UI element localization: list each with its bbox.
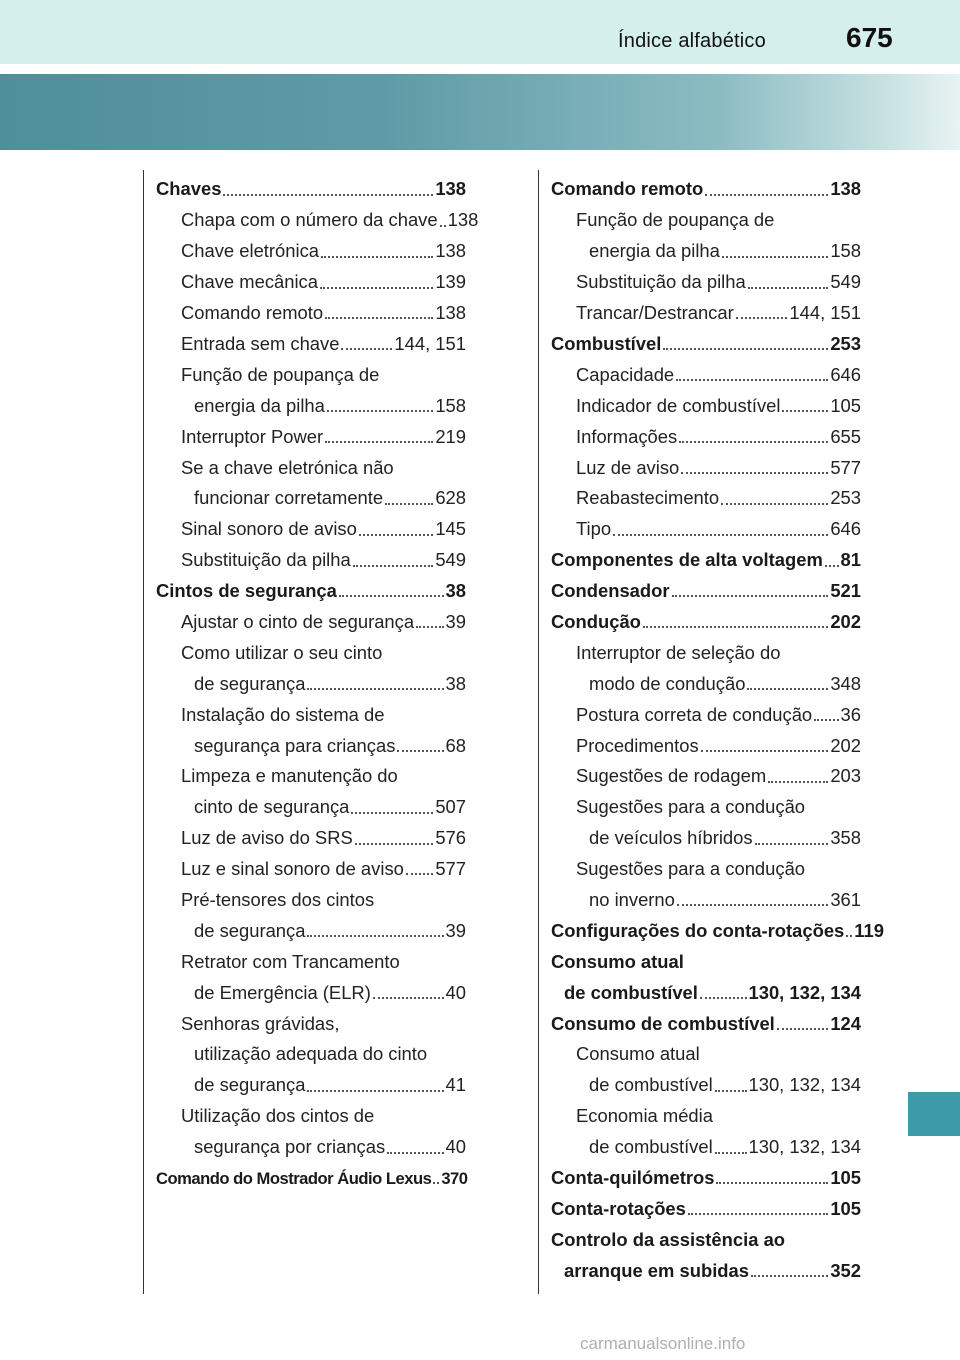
index-entry-page: 158 [435, 394, 466, 416]
index-entry-label: Sugestões para a condução [576, 858, 806, 880]
index-entry[interactable] [551, 1033, 861, 1064]
index-entry-label: Entrada sem chave [181, 332, 340, 354]
leader-dots [736, 317, 788, 319]
index-entry-label: Chave eletrónica [181, 240, 320, 262]
index-entry-page: 130, 132, 134 [748, 1074, 861, 1096]
index-entry-page: 361 [830, 888, 861, 910]
index-entry-page: 507 [435, 796, 466, 818]
index-entry[interactable] [156, 322, 466, 353]
index-entry-page: 138 [447, 209, 479, 231]
section-title: Índice alfabético [618, 30, 766, 52]
index-entry[interactable] [156, 261, 466, 292]
index-entry-label: Informações [576, 425, 678, 447]
index-entry-page: 39 [445, 610, 466, 632]
index-entry[interactable] [156, 1033, 466, 1064]
index-entry-page: 202 [830, 734, 861, 756]
index-entry-label: Comando remoto [551, 178, 704, 200]
index-entry-label: modo de condução [589, 672, 746, 694]
leader-dots [359, 534, 433, 536]
index-entry-label: energia da pilha [589, 240, 720, 262]
index-entry-page: 105 [830, 1166, 861, 1188]
leader-dots [748, 287, 829, 289]
leader-dots [327, 410, 433, 412]
index-entry-page: 40 [445, 981, 466, 1003]
index-entry-label: de combustível [564, 981, 698, 1003]
index-entry[interactable] [156, 508, 466, 539]
leader-dots [825, 565, 839, 567]
index-entry-page: 549 [435, 549, 466, 571]
index-entry-label: Capacidade [576, 363, 675, 385]
header-band [0, 0, 960, 64]
index-entry-page: 124 [830, 1012, 861, 1034]
leader-dots [705, 194, 828, 196]
leader-dots [722, 256, 828, 258]
index-entry-label: de veículos híbridos [589, 827, 753, 849]
index-column-right [551, 168, 884, 1281]
index-entry[interactable] [156, 909, 466, 940]
index-entry[interactable] [156, 940, 466, 971]
index-entry-label: Componentes de alta voltagem [551, 549, 823, 571]
index-entry-page: 130, 132, 134 [748, 1136, 861, 1158]
leader-dots [385, 503, 433, 505]
index-entry-label: Interruptor Power [181, 425, 324, 447]
index-entry[interactable] [156, 693, 466, 724]
index-entry-page: 119 [854, 919, 884, 941]
leader-dots [433, 1182, 439, 1184]
index-entry-page: 40 [445, 1136, 466, 1158]
leader-dots [747, 688, 828, 690]
index-entry-label: Condução [551, 610, 641, 632]
watermark: carmanualsonline.info [580, 1334, 746, 1353]
index-entry-page: 81 [840, 549, 861, 571]
index-entry[interactable] [551, 724, 861, 755]
index-entry-page: 105 [830, 394, 861, 416]
leader-dots [373, 997, 444, 999]
index-entry-label: Conta-rotações [551, 1197, 686, 1219]
leader-dots [755, 843, 829, 845]
leader-dots [223, 194, 433, 196]
index-entry[interactable] [156, 724, 466, 755]
leader-dots [325, 441, 433, 443]
leader-dots [320, 287, 433, 289]
index-entry-label: Função de poupança de [181, 363, 380, 385]
index-entry[interactable] [551, 1187, 861, 1218]
index-entry-page: 577 [830, 456, 861, 478]
index-entry[interactable] [156, 477, 466, 508]
index-entry[interactable] [551, 1002, 861, 1033]
index-entry[interactable] [551, 1218, 861, 1249]
index-entry-label: de combustível [589, 1074, 713, 1096]
index-entry-label: utilização adequada do cinto [194, 1043, 428, 1065]
index-entry-label: Interruptor de seleção do [576, 641, 781, 663]
index-entry-page: 36 [840, 703, 861, 725]
index-entry[interactable] [551, 322, 861, 353]
index-entry-page: 576 [435, 827, 466, 849]
index-entry[interactable] [156, 848, 466, 879]
index-entry[interactable] [156, 539, 466, 570]
index-entry-page: 68 [445, 734, 466, 756]
index-entry-label: Sinal sonoro de aviso [181, 518, 357, 540]
index-entry-page: 158 [830, 240, 861, 262]
index-entry-label: funcionar corretamente [194, 487, 384, 509]
index-entry[interactable] [156, 817, 466, 848]
index-entry-page: 139 [435, 271, 466, 293]
index-entry-label: Conta-quilómetros [551, 1166, 715, 1188]
index-entry-label: Economia média [576, 1105, 713, 1127]
index-entry[interactable] [156, 292, 466, 323]
index-entry-page: 253 [830, 487, 861, 509]
index-entry[interactable] [551, 940, 861, 971]
leader-dots [387, 1152, 443, 1154]
index-entry-page: 202 [830, 610, 861, 632]
index-entry-page: 130, 132, 134 [748, 981, 861, 1003]
index-entry[interactable] [551, 477, 861, 508]
index-entry-label: Comando remoto [181, 302, 324, 324]
index-entry-page: 138 [830, 178, 861, 200]
index-entry-label: Instalação do sistema de [181, 703, 385, 725]
index-entry[interactable] [551, 199, 861, 230]
leader-dots [677, 904, 828, 906]
leader-dots [321, 256, 433, 258]
leader-dots [643, 626, 828, 628]
index-entry-label: Substituição da pilha [576, 271, 746, 293]
index-entry-page: 521 [830, 580, 861, 602]
leader-dots [397, 750, 443, 752]
index-entry-page: 577 [435, 858, 466, 880]
index-entry[interactable] [156, 384, 466, 415]
leader-dots [700, 997, 747, 999]
leader-dots [814, 719, 838, 721]
index-entry-page: 38 [445, 672, 466, 694]
index-entry[interactable] [156, 786, 466, 817]
leader-dots [672, 595, 829, 597]
leader-dots [715, 1152, 747, 1154]
index-entry[interactable] [156, 971, 466, 1002]
index-entry[interactable] [551, 508, 861, 539]
index-entry[interactable] [551, 1095, 861, 1126]
index-entry-label: de segurança [194, 919, 306, 941]
leader-dots [307, 1090, 443, 1092]
index-entry[interactable] [551, 693, 861, 724]
index-entry[interactable] [551, 446, 861, 477]
leader-dots [307, 935, 443, 937]
index-entry-label: Tipo [576, 518, 612, 540]
index-entry-label: Utilização dos cintos de [181, 1105, 375, 1127]
index-entry-page: 145 [435, 518, 466, 540]
index-entry-page: 138 [435, 240, 466, 262]
index-entry-label: Reabastecimento [576, 487, 720, 509]
index-entry[interactable] [551, 878, 861, 909]
leader-dots [353, 565, 434, 567]
index-entry-label: Limpeza e manutenção do [181, 765, 398, 787]
index-entry-label: Sugestões para a condução [576, 796, 806, 818]
index-entry[interactable] [551, 909, 884, 941]
index-entry-page: 358 [830, 827, 861, 849]
index-entry[interactable] [156, 1064, 466, 1095]
index-entry[interactable] [156, 1126, 466, 1157]
index-entry[interactable] [156, 230, 466, 261]
index-entry-label: Combustível [551, 332, 662, 354]
section-banner [0, 74, 960, 150]
index-entry[interactable] [551, 755, 861, 786]
index-entry[interactable] [551, 1064, 861, 1095]
index-entry[interactable] [551, 971, 861, 1002]
leader-dots [721, 503, 828, 505]
index-entry-label: Consumo atual [551, 950, 684, 972]
leader-dots [613, 534, 828, 536]
index-entry-label: Ajustar o cinto de segurança [181, 610, 415, 632]
leader-dots [440, 225, 446, 227]
index-entry-page: 646 [830, 363, 861, 385]
index-entry[interactable] [551, 817, 861, 848]
leader-dots [716, 1182, 828, 1184]
leader-dots [325, 317, 433, 319]
index-entry-page: 655 [830, 425, 861, 447]
index-entry[interactable] [156, 353, 466, 384]
index-entry-page: 144, 151 [394, 332, 466, 354]
index-entry-label: de combustível [589, 1136, 713, 1158]
leader-dots [715, 1090, 747, 1092]
leader-dots [339, 595, 444, 597]
index-entry-page: 138 [435, 302, 466, 324]
index-column-left [156, 168, 479, 1188]
index-entry[interactable] [156, 1095, 466, 1126]
index-entry[interactable] [551, 600, 861, 631]
leader-dots [663, 348, 828, 350]
index-entry[interactable] [156, 662, 466, 693]
index-entry[interactable] [551, 168, 861, 199]
index-entry-label: segurança para crianças [194, 734, 396, 756]
index-entry-label: Substituição da pilha [181, 549, 351, 571]
index-entry[interactable] [156, 631, 466, 662]
index-entry-page: 646 [830, 518, 861, 540]
index-entry[interactable] [551, 415, 861, 446]
index-entry-page: 628 [435, 487, 466, 509]
index-entry-label: Retrator com Trancamento [181, 950, 400, 972]
index-entry-page: 203 [830, 765, 861, 787]
leader-dots [681, 472, 828, 474]
index-entry-page: 138 [435, 178, 466, 200]
index-entry-page: 105 [830, 1197, 861, 1219]
leader-dots [679, 441, 828, 443]
index-entry[interactable] [551, 353, 861, 384]
leader-dots [751, 1275, 828, 1277]
index-entry-label: de segurança [194, 1074, 306, 1096]
index-entry[interactable] [551, 230, 861, 261]
index-entry[interactable] [551, 1249, 861, 1280]
index-entry-label: Chapa com o número da chave [181, 209, 438, 231]
index-entry-label: Luz e sinal sonoro de aviso [181, 858, 404, 880]
chapter-tab[interactable] [908, 1092, 960, 1136]
leader-dots [701, 750, 829, 752]
index-entry-label: energia da pilha [194, 394, 325, 416]
index-entry-label: Consumo de combustível [551, 1012, 775, 1034]
column-divider-right [538, 170, 539, 1294]
index-entry[interactable] [551, 570, 861, 601]
leader-dots [416, 626, 443, 628]
index-entry[interactable] [156, 446, 466, 477]
index-entry-page: 39 [445, 919, 466, 941]
leader-dots [846, 935, 852, 937]
index-entry-label: no inverno [589, 888, 675, 910]
index-entry-label: de segurança [194, 672, 306, 694]
index-entry-label: Cintos de segurança [156, 580, 337, 602]
index-entry-label: Senhoras grávidas, [181, 1012, 340, 1034]
index-entry[interactable] [551, 631, 861, 662]
index-entry[interactable] [156, 600, 466, 631]
index-entry-label: Chave mecânica [181, 271, 318, 293]
index-entry[interactable] [551, 786, 861, 817]
index-entry-label: Procedimentos [576, 734, 699, 756]
index-entry-label: Comando do Mostrador Áudio Lexus [156, 1168, 432, 1188]
index-entry-label: Luz de aviso do SRS [181, 827, 353, 849]
column-divider-left [143, 170, 144, 1294]
index-entry[interactable] [156, 755, 466, 786]
index-entry-page: 38 [445, 580, 466, 602]
index-entry[interactable] [156, 1002, 466, 1033]
index-entry[interactable] [156, 199, 479, 231]
index-entry-label: cinto de segurança [194, 796, 350, 818]
index-entry[interactable] [156, 570, 466, 601]
index-entry[interactable] [156, 878, 466, 909]
index-entry-page: 352 [830, 1259, 861, 1281]
index-entry-label: Chaves [156, 178, 222, 200]
leader-dots [777, 1028, 829, 1030]
index-entry-label: Controlo da assistência ao [551, 1228, 786, 1250]
index-entry-page: 253 [830, 332, 861, 354]
leader-dots [355, 843, 434, 845]
index-entry-page: 41 [445, 1074, 466, 1096]
index-entry[interactable] [551, 292, 861, 323]
index-entry[interactable] [156, 168, 466, 199]
index-entry-page: 549 [830, 271, 861, 293]
page-number: 675 [846, 22, 893, 53]
index-entry-label: Indicador de combustível [576, 394, 781, 416]
index-entry[interactable] [551, 662, 861, 693]
index-entry-label: Como utilizar o seu cinto [181, 641, 383, 663]
leader-dots [688, 1213, 828, 1215]
index-entry[interactable] [156, 1157, 466, 1188]
index-entry-label: Sugestões de rodagem [576, 765, 767, 787]
index-entry[interactable] [551, 848, 861, 879]
index-entry-page: 370 [441, 1168, 468, 1188]
index-entry-label: Pré-tensores dos cintos [181, 888, 375, 910]
leader-dots [351, 812, 433, 814]
index-entry-label: Luz de aviso [576, 456, 680, 478]
index-entry-label: Configurações do conta-rotações [551, 919, 845, 941]
index-entry-label: segurança por crianças [194, 1136, 386, 1158]
index-entry-label: Condensador [551, 580, 670, 602]
index-entry[interactable] [551, 384, 861, 415]
index-entry-page: 144, 151 [789, 302, 861, 324]
index-entry-label: Se a chave eletrónica não [181, 456, 394, 478]
index-entry-label: Postura correta de condução [576, 703, 813, 725]
index-entry-label: de Emergência (ELR) [194, 981, 371, 1003]
leader-dots [782, 410, 828, 412]
index-entry[interactable] [156, 415, 466, 446]
index-entry[interactable] [551, 539, 861, 570]
leader-dots [406, 873, 433, 875]
index-entry[interactable] [551, 1126, 861, 1157]
leader-dots [768, 781, 828, 783]
index-entry-label: Consumo atual [576, 1043, 700, 1065]
index-entry-page: 219 [435, 425, 466, 447]
leader-dots [307, 688, 443, 690]
index-entry-label: Função de poupança de [576, 209, 775, 231]
index-entry[interactable] [551, 261, 861, 292]
leader-dots [341, 348, 392, 350]
index-entry-page: 348 [830, 672, 861, 694]
index-entry[interactable] [551, 1157, 861, 1188]
leader-dots [676, 379, 828, 381]
index-entry-label: arranque em subidas [564, 1259, 749, 1281]
index-entry-label: Trancar/Destrancar [576, 302, 734, 324]
